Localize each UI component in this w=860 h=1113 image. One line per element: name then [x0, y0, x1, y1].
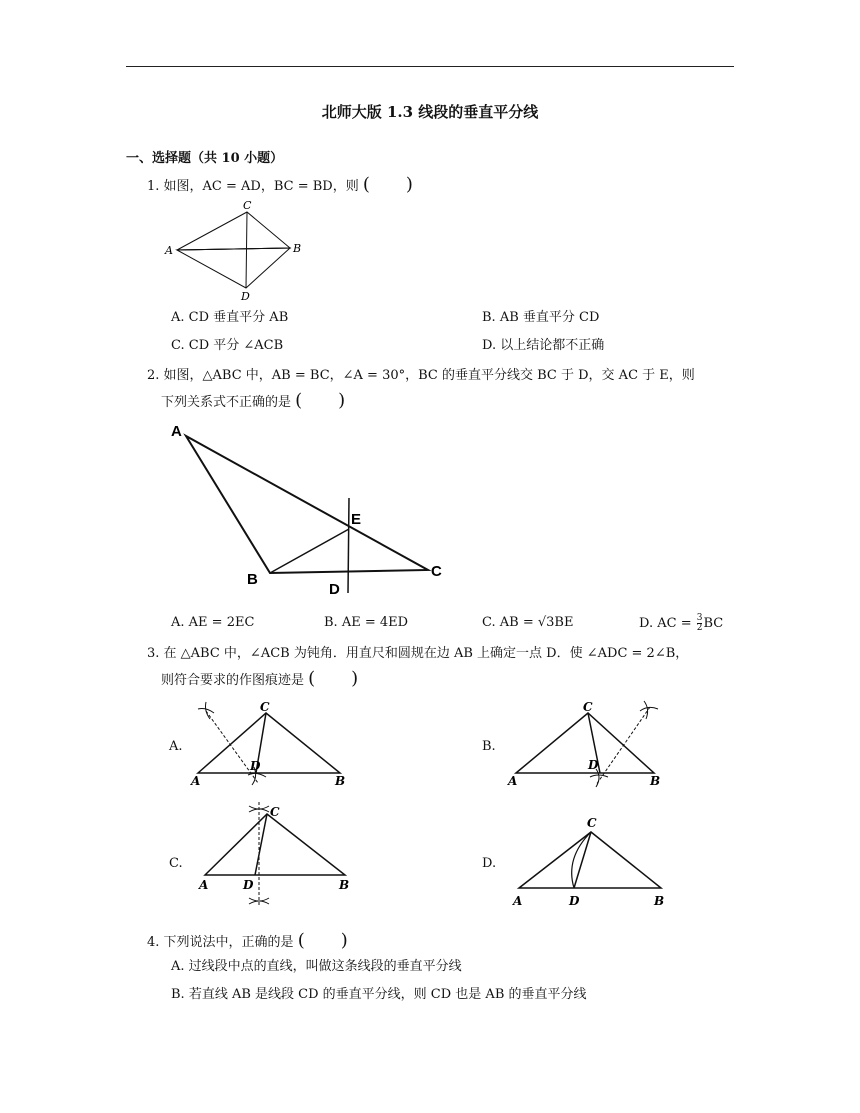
q3c-label-b: B	[339, 878, 350, 892]
q2-option-b[interactable]	[324, 614, 408, 632]
q2-option-c-letter: C.	[482, 615, 496, 630]
q2-option-d-frac-den: 2	[696, 623, 703, 633]
q3c-label-a: A	[199, 878, 209, 892]
q1-triangle-adb	[177, 248, 290, 288]
q3-option-b-figure[interactable]	[504, 697, 674, 792]
q1-stem-text: 1. 如图，AC = AD，BC = BD，则	[147, 179, 359, 194]
q4-answer-paren: ( )	[297, 930, 348, 951]
q3c-label-d: D	[243, 878, 254, 892]
q2-label-a: A	[171, 423, 182, 440]
q3c-triangle	[205, 814, 345, 875]
q3c-arc-top-2	[249, 809, 269, 812]
q2-stem-line2-text: 下列关系式不正确的是	[161, 395, 292, 410]
q2-option-d[interactable]	[639, 614, 723, 633]
top-rule	[126, 66, 734, 67]
q1-stem	[147, 176, 413, 196]
q1-label-c: C	[243, 199, 252, 212]
q3a-arc-bottom-1	[248, 773, 266, 777]
q3a-label-d: D	[250, 759, 261, 773]
q2-option-d-fraction	[697, 614, 703, 633]
q1-figure	[160, 198, 310, 304]
q2-segment-be	[270, 529, 349, 573]
q3-option-d-figure[interactable]	[507, 812, 677, 907]
q1-label-b: B	[293, 242, 302, 255]
q3-option-d-letter[interactable]: D.	[482, 856, 497, 871]
q3-answer-paren: ( )	[308, 668, 359, 689]
q3-option-a-figure[interactable]	[188, 697, 358, 792]
q2-option-c[interactable]	[482, 614, 573, 632]
q1-option-d-text: 以上结论都不正确	[500, 338, 605, 353]
q2-option-d-tail: BC	[703, 616, 724, 631]
q1-option-b[interactable]	[482, 309, 599, 327]
q3d-label-d: D	[569, 894, 580, 907]
q2-option-a[interactable]	[171, 614, 254, 632]
q3-option-c-letter[interactable]: C.	[169, 856, 183, 871]
q3b-label-d: D	[588, 758, 599, 772]
q3d-triangle	[519, 832, 661, 888]
q1-option-a[interactable]	[171, 309, 288, 327]
q2-option-b-letter: B.	[324, 615, 338, 630]
q2-option-b-text: AE = 4ED	[341, 615, 409, 630]
q2-figure	[165, 418, 455, 598]
q2-label-c: C	[431, 563, 442, 580]
q2-stem-line2	[161, 392, 345, 412]
q3b-label-c: C	[583, 700, 593, 714]
q2-label-e: E	[351, 511, 362, 528]
q1-option-b-letter: B.	[482, 310, 496, 325]
q3b-label-a: A	[508, 774, 518, 788]
q3d-label-b: B	[654, 894, 665, 907]
q1-label-d: D	[241, 290, 250, 303]
q4-stem-text: 4. 下列说法中，正确的是	[147, 935, 294, 950]
q1-option-c-text: CD 平分 ∠ACB	[188, 338, 284, 353]
q1-answer-paren: ( )	[362, 174, 413, 195]
q3b-arc-top-2	[644, 701, 648, 719]
q3a-label-b: B	[335, 774, 346, 788]
q2-option-d-text: AC =	[657, 616, 696, 631]
q2-label-d: D	[329, 581, 340, 598]
q2-option-d-letter: D.	[639, 616, 654, 631]
q3-stem-line2	[161, 670, 358, 690]
q3c-label-c: C	[270, 805, 280, 819]
q3-stem-line1: 3. 在 △ABC 中，∠ACB 为钝角．用直尺和圆规在边 AB 上确定一点 D．使 ∠ADC = 2∠B，	[147, 646, 689, 661]
q3d-label-c: C	[587, 816, 597, 830]
section-heading: 一、选择题（共 10 小题）	[126, 151, 284, 166]
q2-answer-paren: ( )	[295, 390, 346, 411]
page-title: 北师大版 1.3 线段的垂直平分线	[321, 103, 539, 121]
q3b-triangle	[516, 713, 654, 773]
q4-option-b[interactable]: B. 若直线 AB 是线段 CD 的垂直平分线，则 CD 也是 AB 的垂直平分线	[171, 987, 587, 1002]
q2-stem-line1: 2. 如图，△ABC 中，AB = BC，∠A = 30°，BC 的垂直平分线交 BC 于 D，交 AC 于 E，则	[147, 368, 695, 383]
q2-option-a-text: AE = 2EC	[188, 615, 255, 630]
q1-option-c[interactable]	[171, 337, 283, 355]
q1-triangle-acb	[177, 212, 290, 250]
q1-option-a-text: CD 垂直平分 AB	[188, 310, 289, 325]
q2-option-d-frac-num: 3	[696, 613, 703, 623]
q3-option-a-letter[interactable]: A.	[169, 739, 183, 754]
q3a-label-a: A	[191, 774, 201, 788]
q1-segment-ab	[177, 248, 290, 250]
q3a-triangle	[198, 713, 340, 773]
q1-option-a-letter: A.	[171, 310, 185, 325]
q4-stem	[147, 932, 348, 952]
q2-option-c-text: AB = √3BE	[499, 615, 574, 630]
q2-label-b: B	[247, 571, 258, 588]
q1-option-d[interactable]	[482, 337, 604, 355]
q2-perp-bisector	[348, 498, 349, 593]
q1-option-c-letter: C.	[171, 338, 185, 353]
q3a-label-c: C	[260, 700, 270, 714]
q1-option-b-text: AB 垂直平分 CD	[499, 310, 600, 325]
q3d-segment-cd	[574, 832, 591, 888]
q1-label-a: A	[165, 244, 173, 257]
q3d-label-a: A	[513, 894, 523, 907]
q3-stem-line2-text: 则符合要求的作图痕迹是	[161, 673, 305, 688]
q4-option-a[interactable]: A. 过线段中点的直线，叫做这条线段的垂直平分线	[171, 959, 462, 974]
q1-option-d-letter: D.	[482, 338, 497, 353]
q3-option-b-letter[interactable]: B.	[482, 739, 496, 754]
q2-option-a-letter: A.	[171, 615, 185, 630]
q3-option-c-figure[interactable]	[193, 800, 363, 910]
q3b-label-b: B	[650, 774, 661, 788]
q1-segment-cd	[246, 212, 247, 288]
